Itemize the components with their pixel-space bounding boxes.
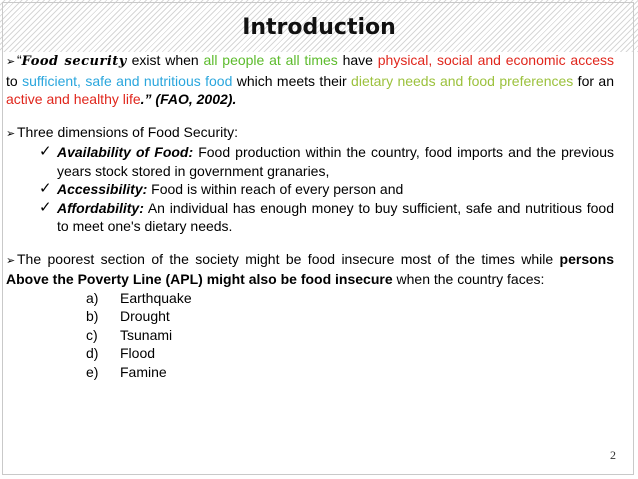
list-item xyxy=(6,363,614,382)
list-text: Drought xyxy=(120,308,170,324)
list-item xyxy=(6,307,614,326)
arrow-bullet-icon: ➢ xyxy=(6,56,16,68)
list-text: Flood xyxy=(120,345,156,361)
list-letter: c) xyxy=(86,326,98,343)
list-letter: e) xyxy=(86,363,99,380)
apl-bold-text: persons Above the Poverty Line (APL) might also be food insecure xyxy=(6,250,614,287)
apl-text: when the country faces: xyxy=(392,271,545,287)
definition-highlight-food: sufficient, safe and nutritious food xyxy=(22,72,233,89)
definition-text: for an xyxy=(573,72,614,89)
slide-body xyxy=(6,51,614,381)
dimensions-heading xyxy=(6,123,614,144)
list-text: Earthquake xyxy=(120,289,192,306)
spacer xyxy=(6,109,614,123)
checkmark-icon: ✓ xyxy=(39,143,52,160)
definition-paragraph xyxy=(6,51,614,109)
dimension-label: Affordability: xyxy=(57,199,144,216)
definition-highlight-needs: dietary needs and food preferences xyxy=(351,72,574,89)
dimension-label: Availability of Food: xyxy=(57,144,194,160)
definition-text: which meets their xyxy=(232,72,352,89)
arrow-bullet-icon: ➢ xyxy=(6,127,16,140)
definition-citation: .” (FAO, 2002). xyxy=(140,91,237,107)
definition-highlight-life: active and healthy life xyxy=(6,91,141,107)
list-text: Tsunami xyxy=(120,326,173,343)
apl-paragraph xyxy=(6,250,614,289)
definition-highlight-all-people: all people at all times xyxy=(203,52,338,68)
dimension-text: Food is within reach of every person and xyxy=(147,181,404,197)
spacer xyxy=(6,236,614,250)
list-item xyxy=(6,143,614,180)
list-letter: a) xyxy=(86,289,99,306)
list-item xyxy=(6,344,614,363)
dimensions-list xyxy=(6,143,614,236)
definition-text: exist when xyxy=(126,52,204,68)
checkmark-icon: ✓ xyxy=(39,180,52,197)
list-letter: d) xyxy=(86,345,99,361)
dimension-label: Accessibility: xyxy=(57,181,148,197)
list-letter: b) xyxy=(86,308,99,324)
dimension-text: Food production within the country, food imports and the previous years stock stored in government granaries, xyxy=(57,144,614,179)
definition-text: to xyxy=(6,72,23,89)
dimensions-heading-text: Three dimensions of Food Security: xyxy=(17,123,238,140)
list-item xyxy=(6,180,614,199)
list-item xyxy=(6,326,614,345)
apl-text: The poorest section of the society might be food insecure most of the times while xyxy=(17,250,560,267)
food-security-term: Food security xyxy=(21,54,127,69)
checkmark-icon: ✓ xyxy=(39,198,52,216)
slide-title: Introduction xyxy=(242,15,396,40)
dimension-text: An individual has enough money to buy sufficient, safe and nutritious food to meet one's dietary needs. xyxy=(57,199,614,234)
list-item xyxy=(6,289,614,308)
definition-highlight-access: physical, social and economic access xyxy=(377,52,615,68)
list-item xyxy=(6,199,614,236)
quote-open: “ xyxy=(17,52,22,68)
arrow-bullet-icon: ➢ xyxy=(6,254,16,267)
definition-text: have xyxy=(337,52,378,68)
list-text: Famine xyxy=(120,363,167,380)
faces-list xyxy=(6,289,614,382)
page-number: 2 xyxy=(610,448,616,462)
